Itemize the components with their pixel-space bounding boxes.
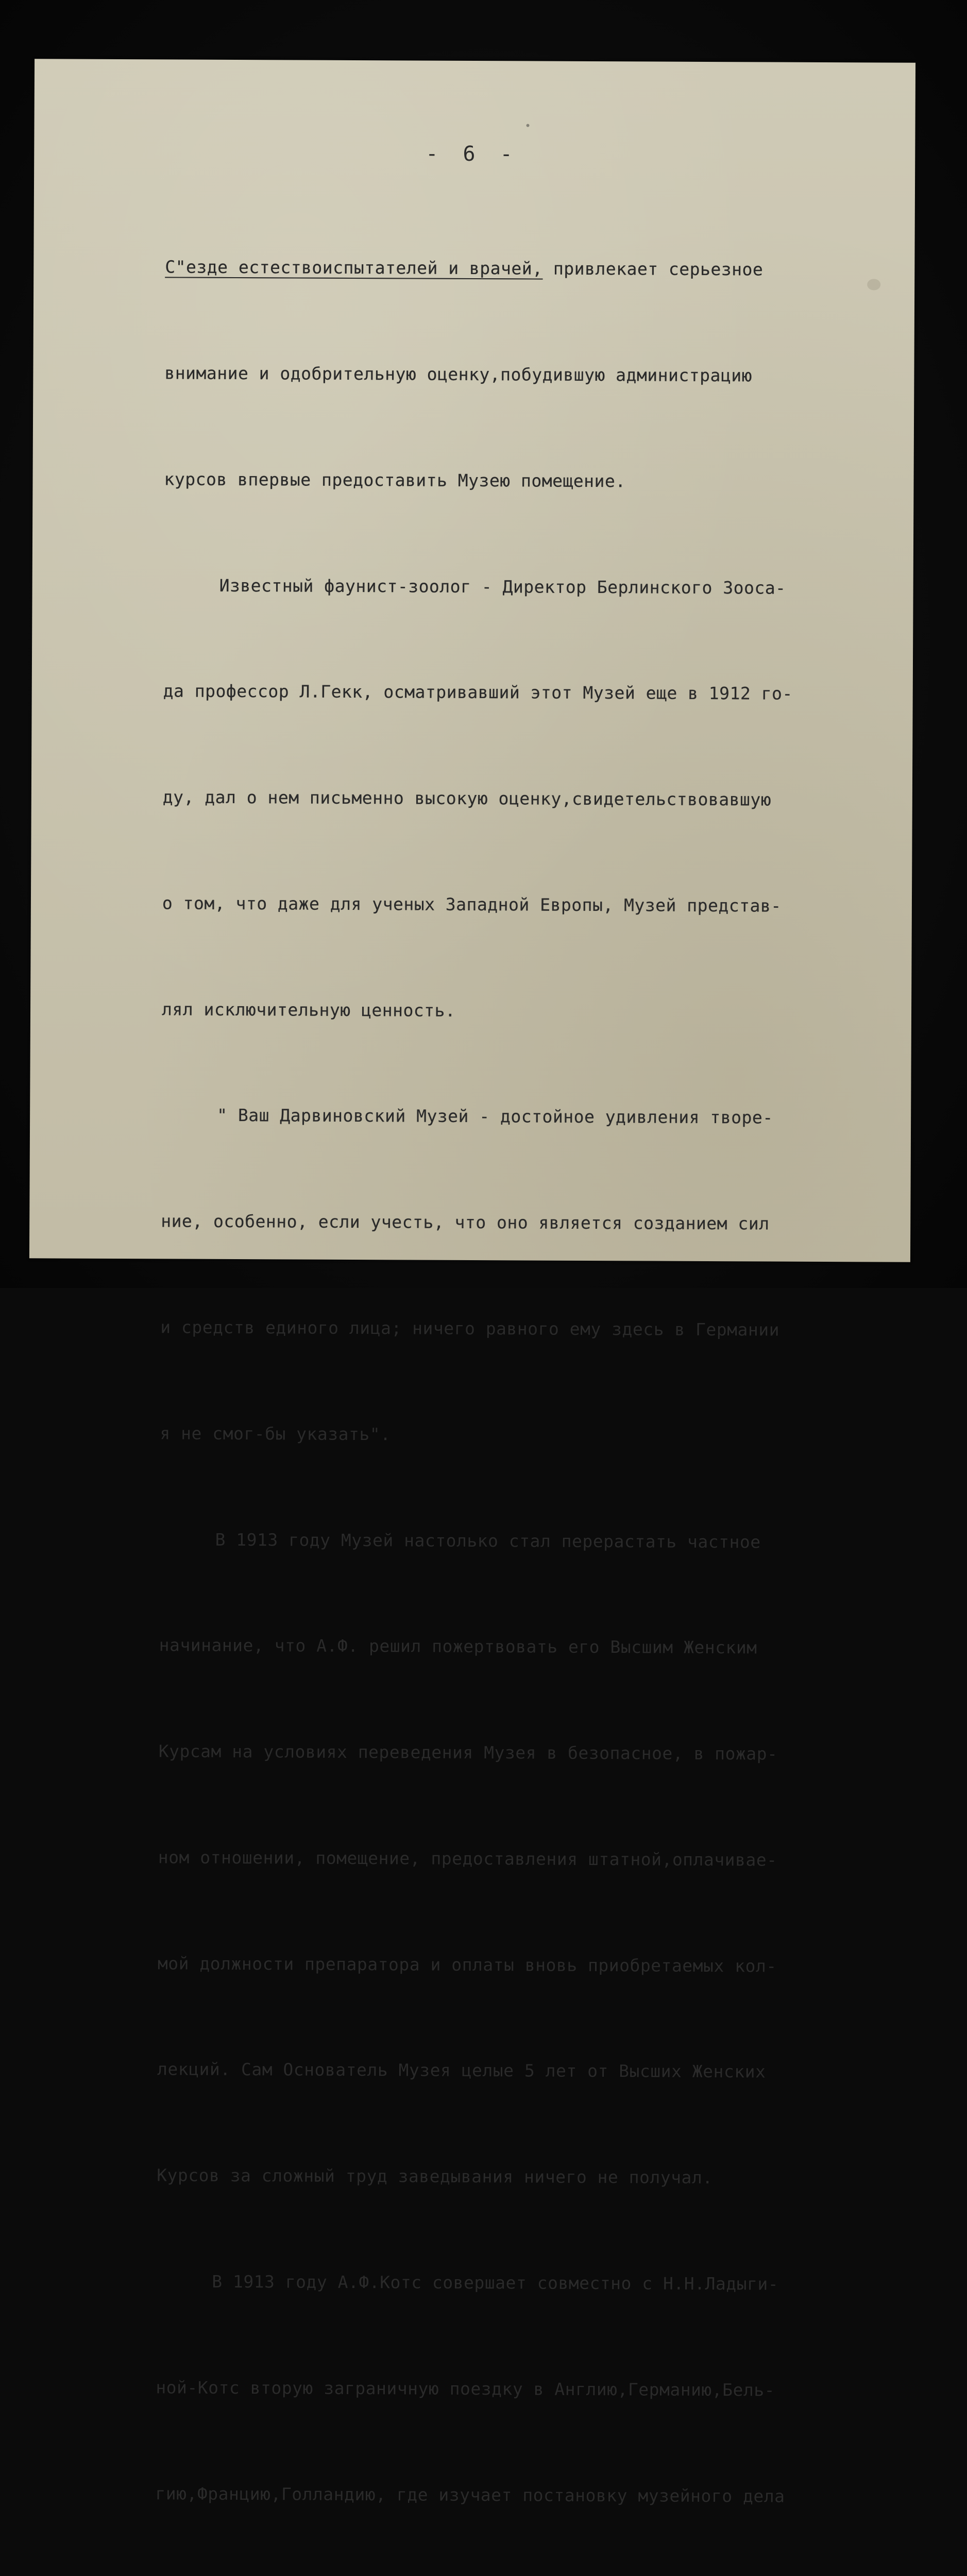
text-line: внимание и одобрительную оценку,побудившую администрацию bbox=[164, 363, 753, 386]
text-line: я не смог-бы указать". bbox=[160, 1423, 391, 1445]
text-line bbox=[165, 250, 907, 289]
text-line: ной-Котс вторую заграничную поездку в Англию,Германию,Бель- bbox=[156, 2377, 775, 2400]
text-line: В 1913 году А.Ф.Котс совершает совместно с Н.Н.Ладыги- bbox=[212, 2271, 779, 2294]
underlined-phrase: С"езде естествоиспытателей и врачей, bbox=[165, 257, 543, 279]
text-line: Известный фаунист-зоолог - Директор Берлинского Зооса- bbox=[219, 575, 786, 598]
text-line: ние, особенно, если учесть, что оно является созданием сил bbox=[161, 1211, 770, 1234]
text-line: ду, дал о нем письменно высокую оценку,свидетельствовавшую bbox=[162, 787, 772, 810]
text-line: начинание, что А.Ф. решил пожертвовать его Высшим Женским bbox=[159, 1635, 757, 1658]
paper-stain bbox=[527, 124, 530, 127]
text-line: В 1913 году Музей настолько стал перерастать частное bbox=[215, 1529, 761, 1552]
text-line: о том, что даже для ученых Западной Европы, Музей представ- bbox=[162, 893, 782, 916]
text-line: лял исключительную ценность. bbox=[161, 999, 456, 1021]
text-line: гию,Францию,Голландию, где изучает постановку музейного дела bbox=[155, 2483, 785, 2506]
text-line: мой должности препаратора и оплаты вновь приобретаемых кол- bbox=[157, 1953, 777, 1976]
text-line: Курсов за сложный труд заведывания ничего не получал. bbox=[157, 2165, 713, 2188]
text-fragment: привлекает серьезное bbox=[542, 258, 764, 280]
text-line: Курсам на условиях переведения Музея в безопасное, в пожар- bbox=[158, 1741, 778, 1764]
page-number: - 6 - bbox=[426, 142, 519, 166]
text-line: ном отношении, помещение, предоставления штатной,оплачивае- bbox=[158, 1847, 777, 1870]
text-line: да профессор Л.Гекк, осматривавший этот Музей еще в 1912 го- bbox=[163, 681, 793, 704]
typewritten-text bbox=[152, 179, 907, 2576]
text-line: лекций. Сам Основатель Музея целые 5 лет от Высших Женских bbox=[157, 2059, 766, 2082]
text-line: курсов впервые предоставить Музею помещение. bbox=[164, 469, 626, 492]
text-line: " Ваш Дарвиновский Музей - достойное удивления творе- bbox=[217, 1105, 773, 1128]
text-line: и средств единого лица; ничего равного ему здесь в Германии bbox=[160, 1317, 780, 1340]
document-page bbox=[29, 59, 915, 2506]
